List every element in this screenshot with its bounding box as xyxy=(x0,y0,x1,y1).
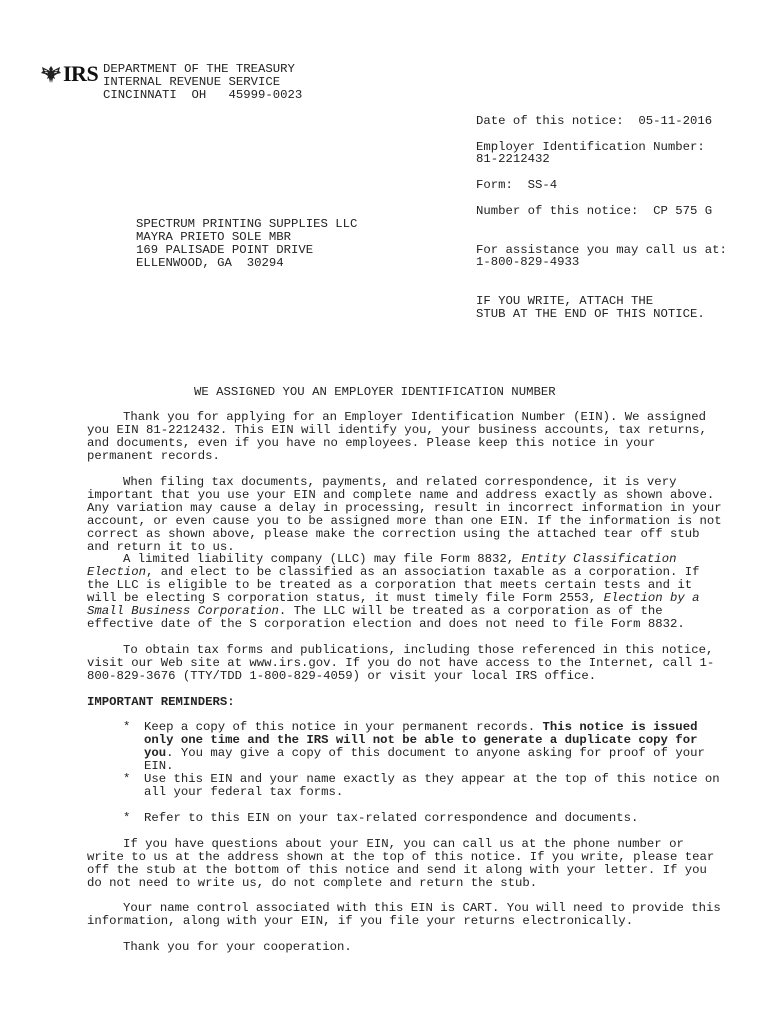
paragraph-text: To obtain tax forms and publications, including those referenced in this notice, visit our Web site at www.irs.gov. If you do not have access to the Internet, call 1-800-829-3676 (TTY/TDD 1-800-829-4059) or visit your local IRS office. xyxy=(87,643,715,683)
ein-value: 81-2212432 xyxy=(476,152,550,166)
paragraph-filing xyxy=(87,476,727,553)
paragraph-text: If you have questions about your EIN, you can call us at the phone number or write to us at the address shown at the top of this notice. If you write, please tear off the stub at the bottom of this notice and send it along with your letter. If you do not need to write us, do not complete and return the stub. xyxy=(87,837,715,890)
logo-text: IRS xyxy=(63,61,99,86)
paragraph-text: Thank you for your cooperation. xyxy=(123,940,352,954)
paragraph-name-control xyxy=(87,902,727,928)
city-line: CINCINNATI OH 45999-0023 xyxy=(103,88,303,102)
assistance-label: For assistance you may call us at: xyxy=(476,243,727,257)
bullet-marker: * xyxy=(123,720,131,734)
service-line: INTERNAL REVENUE SERVICE xyxy=(103,75,281,89)
reminder-text: Use this EIN and your name exactly as they appear at the top of this notice on all your federal tax forms. xyxy=(144,772,720,799)
reminder-text: Refer to this EIN on your tax-related correspondence and documents. xyxy=(144,811,639,825)
eagle-icon xyxy=(40,65,62,85)
paragraph-questions xyxy=(87,838,727,890)
recipient-name: SPECTRUM PRINTING SUPPLIES LLC xyxy=(136,217,358,231)
recipient-city: ELLENWOOD, GA 30294 xyxy=(136,256,284,270)
irs-logo xyxy=(40,63,102,85)
reminders-heading: IMPORTANT REMINDERS: xyxy=(87,695,235,709)
notice-heading: WE ASSIGNED YOU AN EMPLOYER IDENTIFICATION NUMBER xyxy=(194,385,556,399)
paragraph-closing xyxy=(87,941,727,954)
reminder-text: . You may give a copy of this document to anyone asking for proof of your EIN. xyxy=(144,745,705,773)
reminder-text: Keep a copy of this notice in your permanent records. xyxy=(144,720,543,734)
paragraph-ein-assigned xyxy=(87,411,727,463)
paragraph-text: , and elect to be classified as an association taxable as a corporation. If the LLC is eligible to be treated as a corporation that meets certain tests and it will be electing S corporation status, it must timely file Form 2553, xyxy=(87,564,700,605)
form-line: Form: SS-4 xyxy=(476,178,558,192)
paragraph-text: Your name control associated with this EIN is CART. You will need to provide this information, along with your EIN, if you file your returns electronically. xyxy=(87,901,721,928)
recipient-street: 169 PALISADE POINT DRIVE xyxy=(136,243,314,257)
assistance-phone: 1-800-829-4933 xyxy=(476,255,580,269)
dept-line: DEPARTMENT OF THE TREASURY xyxy=(103,62,295,76)
reminder-emphasis: This notice is issued only one time and the IRS will not be able to generate a duplicate copy for you xyxy=(144,720,698,760)
bullet-marker: * xyxy=(123,772,131,786)
paragraph-text: Thank you for applying for an Employer Identification Number (EIN). We assigned you EIN 81-2212432. This EIN will identify you, your business accounts, tax returns, and documents, even if you have no employees. Please keep this notice in your permanent records. xyxy=(87,410,707,463)
paragraph-text: A limited liability company (LLC) may file Form 8832, xyxy=(123,552,522,566)
recipient-contact: MAYRA PRIETO SOLE MBR xyxy=(136,230,291,244)
write-instruction-2: STUB AT THE END OF THIS NOTICE. xyxy=(476,307,705,321)
write-instruction-1: IF YOU WRITE, ATTACH THE xyxy=(476,294,654,308)
paragraph-tax-forms xyxy=(87,644,727,683)
notice-date: Date of this notice: 05-11-2016 xyxy=(476,114,713,128)
paragraph-text: . The LLC will be treated as a corporation as of the effective date of the S corporation election and does not need to file Form 8832. xyxy=(87,603,685,631)
form-2553-title: Election by a Small Business Corporation xyxy=(87,590,700,618)
form-8832-title: Entity Classification Election xyxy=(87,552,677,579)
bullet-marker: * xyxy=(123,811,131,825)
paragraph-text: When filing tax documents, payments, and related correspondence, it is very important that you use your EIN and complete name and address exactly as shown above. Any variation may cause a delay in processing, result in incorrect information in your account, or even cause you to be assigned more than one EIN. If the information is not correct as shown above, please make the correction using the attached tear off stub and return it to us. xyxy=(87,475,722,554)
ein-label: Employer Identification Number: xyxy=(476,140,705,154)
notice-number: Number of this notice: CP 575 G xyxy=(476,204,713,218)
paragraph-llc xyxy=(87,553,727,630)
